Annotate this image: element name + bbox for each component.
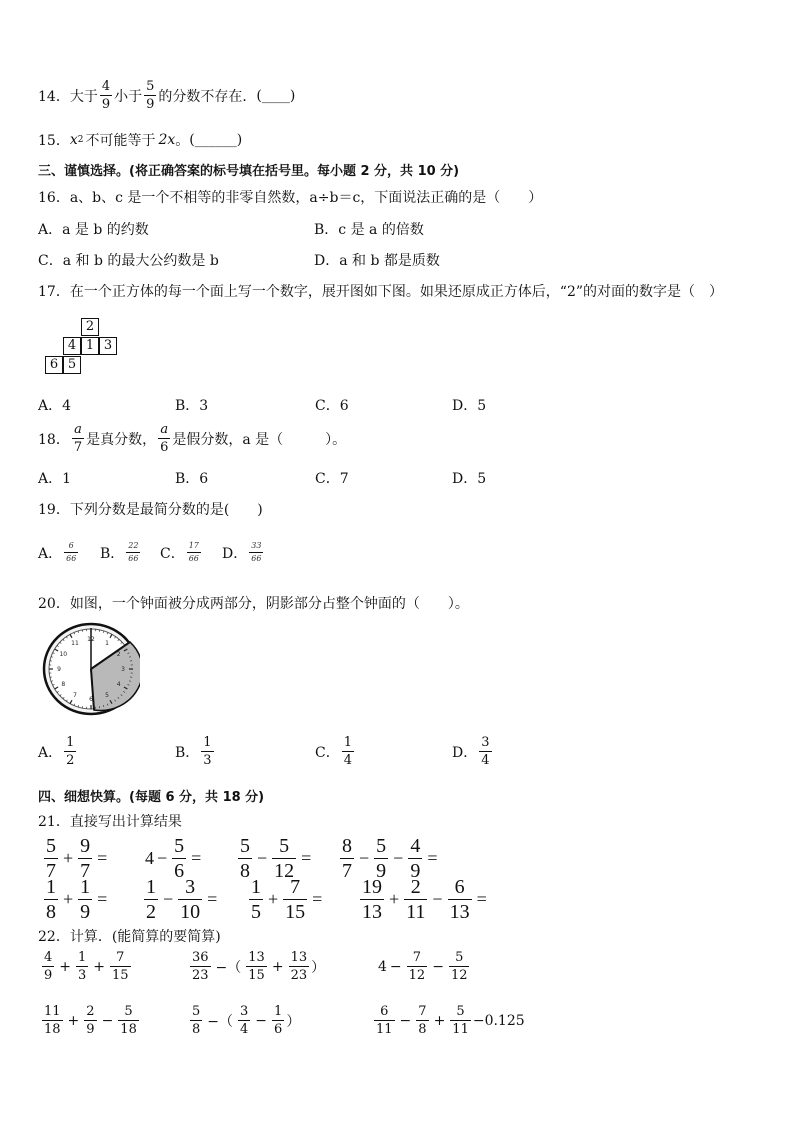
expression-22-3: 4 − $\frac{7}{12}$ − $\frac{5}{12}$ <box>378 950 468 983</box>
expression-22-4: $\frac{11}{18}$ + $\frac{2}{9}$ − $\frac{5}{18}$ <box>44 1004 137 1037</box>
section-heading: 三、谨慎选择。(将正确答案的标号填在括号里。每小题 2 分，共 10 分) <box>38 164 460 179</box>
question-text: 大于 <box>69 88 98 105</box>
question-text: 。 <box>175 133 190 149</box>
option-c[interactable] <box>315 736 356 767</box>
fraction: $\frac{a}{6}$ <box>160 422 169 455</box>
clock-numeral: 3 <box>121 666 125 673</box>
math-expression: 2x <box>158 132 176 148</box>
expression-21-5: $\frac{1}{8}$ + $\frac{1}{9}$ = <box>46 876 108 923</box>
section-heading: 四、细想快算。(每题 6 分，共 18 分) <box>38 790 265 805</box>
fraction: $\frac{22}{66}$ <box>128 541 139 563</box>
question-19-stem: 19．下列分数是最简分数的是( ) <box>38 502 263 518</box>
option-a[interactable]: A．4 <box>38 398 72 414</box>
question-text: 的分数不存在． <box>158 88 257 105</box>
question-text: 不可能等于 <box>85 133 156 149</box>
option-label: B． <box>100 545 125 562</box>
option-a[interactable] <box>38 542 80 563</box>
clock-numeral: 11 <box>71 640 79 648</box>
cube-face: 4 <box>63 337 81 355</box>
question-18 <box>38 423 346 454</box>
option-d[interactable]: D．a 和 b 都是质数 <box>314 253 440 269</box>
option-b[interactable] <box>175 736 216 767</box>
question-16-stem: 16．a、b、c 是一个不相等的非零自然数，a÷b＝c，下面说法正确的是（ ） <box>38 190 543 206</box>
question-text: 是真分数， <box>86 431 157 448</box>
option-c[interactable]: C．7 <box>315 471 349 487</box>
expression-22-1: $\frac{4}{9}$ + $\frac{1}{3}$ + $\frac{7}{15}$ <box>44 950 129 983</box>
fraction: $\frac{3}{4}$ <box>481 735 490 768</box>
cube-face: 2 <box>81 318 99 336</box>
clock-numeral: 5 <box>105 691 109 699</box>
fraction: $\frac{1}{3}$ <box>203 735 212 768</box>
cube-face: 5 <box>63 356 81 374</box>
option-d[interactable]: D．5 <box>452 398 487 414</box>
question-14 <box>38 80 295 111</box>
option-a[interactable]: A．a 是 b 的约数 <box>38 222 149 238</box>
question-20-stem: 20．如图，一个钟面被分成两部分，阴影部分占整个钟面的（ ）。 <box>38 596 469 612</box>
question-number: 14． <box>38 88 70 105</box>
option-b[interactable]: B．6 <box>175 471 209 487</box>
fraction: $\frac{6}{66}$ <box>66 541 77 563</box>
fraction: $\frac{1}{2}$ <box>66 735 75 768</box>
expression-22-5: $\frac{5}{8}$ −（ $\frac{3}{4}$ − $\frac{1}{6}$ ） <box>192 1004 301 1037</box>
clock-numeral: 9 <box>57 666 61 673</box>
question-text: 是假分数，a 是（ ）。 <box>172 431 347 448</box>
option-d[interactable]: D．5 <box>452 471 487 487</box>
question-number: 15． <box>38 133 70 149</box>
option-d[interactable] <box>222 542 265 563</box>
clock-numeral: 12 <box>87 636 95 643</box>
option-b[interactable]: B．c 是 a 的倍数 <box>314 222 424 238</box>
option-a[interactable] <box>38 736 78 767</box>
fraction: $\frac{5}{9}$ <box>146 79 155 112</box>
clock-numeral: 4 <box>116 681 121 688</box>
question-number: 18． <box>38 431 70 448</box>
expression-21-6: $\frac{1}{2}$ − $\frac{3}{10}$ = <box>146 876 218 923</box>
option-c[interactable]: C．a 和 b 的最大公约数是 b <box>38 253 219 269</box>
question-17-stem: 17．在一个正方体的每一个面上写一个数字，展开图如下图。如果还原成正方体后，“2”的对面的数字是（ ） <box>38 284 724 300</box>
math-variable: x <box>69 132 78 148</box>
clock-numeral: 6 <box>89 696 93 703</box>
option-label: D． <box>222 545 248 562</box>
option-label: C． <box>160 545 185 562</box>
clock-numeral: 1 <box>105 640 109 648</box>
clock-numeral: 10 <box>59 651 68 658</box>
option-c[interactable] <box>160 542 203 563</box>
expression-21-8: $\frac{19}{13}$ + $\frac{2}{11}$ − $\frac{6}{13}$ = <box>362 876 487 923</box>
expression-22-6: $\frac{6}{11}$ − $\frac{7}{8}$ + $\frac{5}{11}$ −0.125 <box>376 1004 525 1037</box>
cube-face: 1 <box>81 337 99 355</box>
expression-21-1: $\frac{5}{7}$ + $\frac{9}{7}$ = <box>46 835 108 882</box>
option-label: A． <box>38 744 63 761</box>
option-label: C． <box>315 744 340 761</box>
clock-numeral: 8 <box>61 681 66 688</box>
answer-blank[interactable]: (______) <box>189 132 243 148</box>
question-21-stem: 21．直接写出计算结果 <box>38 814 182 830</box>
answer-blank[interactable]: (____) <box>256 87 296 104</box>
option-b[interactable]: B．3 <box>175 398 209 414</box>
expression-22-2: $\frac{36}{23}$ −（ $\frac{13}{15}$ + $\frac{13}{23}$ ） <box>192 950 326 983</box>
fraction: $\frac{33}{66}$ <box>251 541 262 563</box>
option-a[interactable]: A．1 <box>38 471 72 487</box>
expression-21-3: $\frac{5}{8}$ − $\frac{5}{12}$ = <box>240 835 312 882</box>
clock-numeral: 2 <box>116 651 121 658</box>
expression-21-7: $\frac{1}{5}$ + $\frac{7}{15}$ = <box>251 876 323 923</box>
option-b[interactable] <box>100 542 142 563</box>
option-label: B． <box>175 744 200 761</box>
cube-net-figure <box>43 318 123 376</box>
option-d[interactable] <box>452 736 494 767</box>
exponent: 2 <box>77 135 84 145</box>
clock-numeral: 7 <box>73 691 77 699</box>
option-label: A． <box>38 545 63 562</box>
option-c[interactable]: C．6 <box>315 398 349 414</box>
fraction: $\frac{4}{9}$ <box>101 79 111 112</box>
fraction: $\frac{a}{7}$ <box>73 422 83 455</box>
clock-face-figure <box>42 622 140 716</box>
cube-face: 3 <box>99 337 117 355</box>
question-22-stem: 22．计算．(能简算的要简算) <box>38 929 221 945</box>
expression-21-4: $\frac{8}{7}$ − $\frac{5}{9}$ − $\frac{4}{9}$ = <box>342 835 438 882</box>
option-label: D． <box>452 744 478 761</box>
expression-21-2: 4 − $\frac{5}{6}$ = <box>145 835 202 882</box>
fraction: $\frac{1}{4}$ <box>343 735 352 768</box>
question-15 <box>38 130 242 150</box>
cube-face: 6 <box>45 356 63 374</box>
question-text: 小于 <box>114 88 143 105</box>
fraction: $\frac{17}{66}$ <box>188 541 199 563</box>
